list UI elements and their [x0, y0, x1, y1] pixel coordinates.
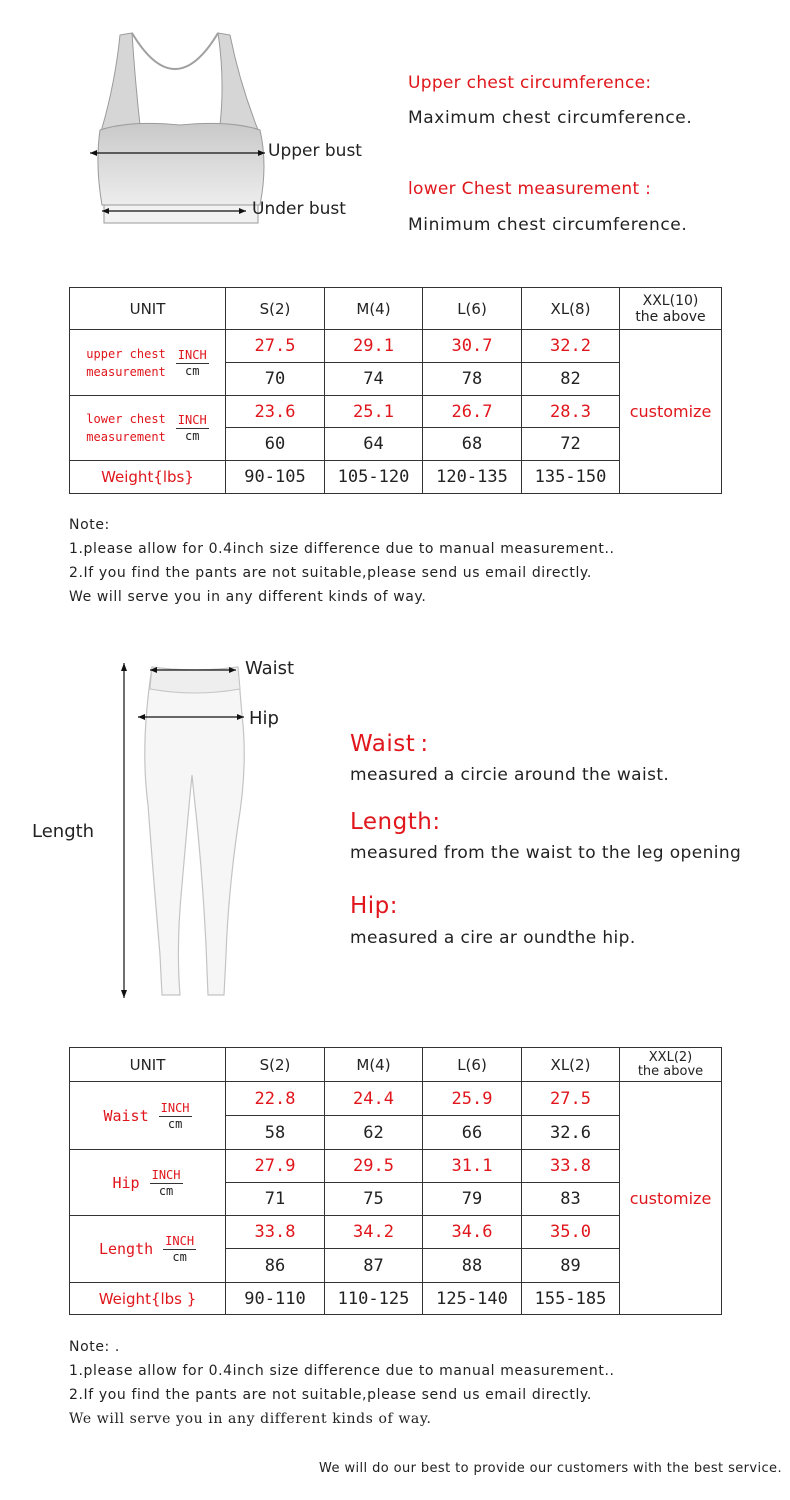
note-line: 1.please allow for 0.4inch size difference due to manual measurement..: [69, 541, 615, 557]
cell-value: 90-105: [226, 461, 325, 494]
cell-value: 28.3: [522, 396, 620, 428]
hip-text: measured a cire ar oundthe hip.: [350, 928, 636, 948]
lower-chest-text: Minimum chest circumference.: [408, 215, 688, 235]
note-line: We will serve you in any different kinds of way.: [69, 1411, 432, 1427]
cell-value: 22.8: [226, 1082, 325, 1116]
cell-value: 89: [522, 1249, 620, 1283]
under-bust-label: Under bust: [252, 199, 346, 219]
hip-label: Hip: [249, 708, 279, 729]
lower-chest-row-label: lower chest measurement INCH cm: [70, 396, 226, 461]
cell-value: 32.2: [522, 330, 620, 363]
cell-value: 26.7: [423, 396, 522, 428]
cell-value: 70: [226, 363, 325, 396]
cell-value: 62: [325, 1116, 423, 1150]
header-xl: XL(2): [522, 1048, 620, 1082]
upper-chest-title: Upper chest circumference:: [408, 73, 652, 93]
header-s: S(2): [226, 288, 325, 330]
lower-chest-title: lower Chest measurement :: [408, 179, 652, 199]
cell-value: 34.2: [325, 1216, 423, 1249]
pants-notes: [69, 1335, 615, 1431]
leggings-illustration: [110, 655, 270, 1005]
note-line: 2.If you find the pants are not suitable,please send us email directly.: [69, 565, 592, 581]
cell-value: 29.1: [325, 330, 423, 363]
hip-title: Hip:: [350, 893, 399, 919]
cell-value: 75: [325, 1183, 423, 1216]
header-unit: UNIT: [70, 288, 226, 330]
header-s: S(2): [226, 1048, 325, 1082]
cell-value: 33.8: [522, 1150, 620, 1183]
cell-value: 120-135: [423, 461, 522, 494]
cell-value: 27.5: [226, 330, 325, 363]
header-xl: XL(8): [522, 288, 620, 330]
cell-value: 79: [423, 1183, 522, 1216]
cell-value: 29.5: [325, 1150, 423, 1183]
waist-row-label: Waist INCH cm: [70, 1082, 226, 1150]
cell-value: 34.6: [423, 1216, 522, 1249]
cell-value: 78: [423, 363, 522, 396]
length-text: measured from the waist to the leg opening: [350, 843, 742, 863]
cell-value: 83: [522, 1183, 620, 1216]
pants-size-table: [69, 1047, 722, 1315]
cell-value: 82: [522, 363, 620, 396]
cell-value: 110-125: [325, 1283, 423, 1315]
cell-value: 64: [325, 428, 423, 461]
header-unit: UNIT: [70, 1048, 226, 1082]
cell-value: 87: [325, 1249, 423, 1283]
note-line: Note:: [69, 517, 110, 533]
cell-value: 60: [226, 428, 325, 461]
cell-value: 35.0: [522, 1216, 620, 1249]
cell-value: 31.1: [423, 1150, 522, 1183]
cell-value: 155-185: [522, 1283, 620, 1315]
header-m: M(4): [325, 1048, 423, 1082]
header-xxl: XXL(2) the above: [620, 1048, 722, 1082]
header-xxl: XXL(10) the above: [620, 288, 722, 330]
bra-size-table: [69, 287, 722, 494]
customize-cell: customize: [620, 330, 722, 494]
cell-value: 74: [325, 363, 423, 396]
cell-value: 86: [226, 1249, 325, 1283]
cell-value: 27.5: [522, 1082, 620, 1116]
note-line: 2.If you find the pants are not suitable,please send us email directly.: [69, 1387, 592, 1403]
cell-value: 88: [423, 1249, 522, 1283]
sports-bra-illustration: [80, 25, 280, 240]
cell-value: 105-120: [325, 461, 423, 494]
cell-value: 27.9: [226, 1150, 325, 1183]
header-l: L(6): [423, 1048, 522, 1082]
length-row-label: Length INCH cm: [70, 1216, 226, 1283]
note-line: We will serve you in any different kinds of way.: [69, 589, 427, 605]
cell-value: 68: [423, 428, 522, 461]
customize-cell: customize: [620, 1082, 722, 1315]
hip-row-label: Hip INCH cm: [70, 1150, 226, 1216]
cell-value: 125-140: [423, 1283, 522, 1315]
waist-label: Waist: [245, 658, 295, 679]
weight-label: Weight{lbs }: [70, 1283, 226, 1315]
cell-value: 72: [522, 428, 620, 461]
length-label: Length: [32, 821, 95, 842]
cell-value: 90-110: [226, 1283, 325, 1315]
cell-value: 135-150: [522, 461, 620, 494]
upper-bust-label: Upper bust: [268, 141, 362, 161]
cell-value: 58: [226, 1116, 325, 1150]
cell-value: 71: [226, 1183, 325, 1216]
note-line: 1.please allow for 0.4inch size difference due to manual measurement..: [69, 1363, 615, 1379]
cell-value: 23.6: [226, 396, 325, 428]
upper-chest-row-label: upper chest measurement INCH cm: [70, 330, 226, 396]
waist-title: Waist :: [350, 731, 429, 757]
bra-notes: [69, 513, 615, 609]
header-l: L(6): [423, 288, 522, 330]
waist-text: measured a circie around the waist.: [350, 765, 670, 785]
length-title: Length:: [350, 809, 441, 835]
cell-value: 33.8: [226, 1216, 325, 1249]
upper-chest-text: Maximum chest circumference.: [408, 108, 693, 128]
cell-value: 25.1: [325, 396, 423, 428]
cell-value: 24.4: [325, 1082, 423, 1116]
header-m: M(4): [325, 288, 423, 330]
cell-value: 66: [423, 1116, 522, 1150]
cell-value: 32.6: [522, 1116, 620, 1150]
cell-value: 30.7: [423, 330, 522, 363]
note-line: Note: .: [69, 1339, 120, 1355]
footer-text: We will do our best to provide our customers with the best service.: [319, 1461, 782, 1476]
weight-label: Weight{lbs}: [70, 461, 226, 494]
cell-value: 25.9: [423, 1082, 522, 1116]
